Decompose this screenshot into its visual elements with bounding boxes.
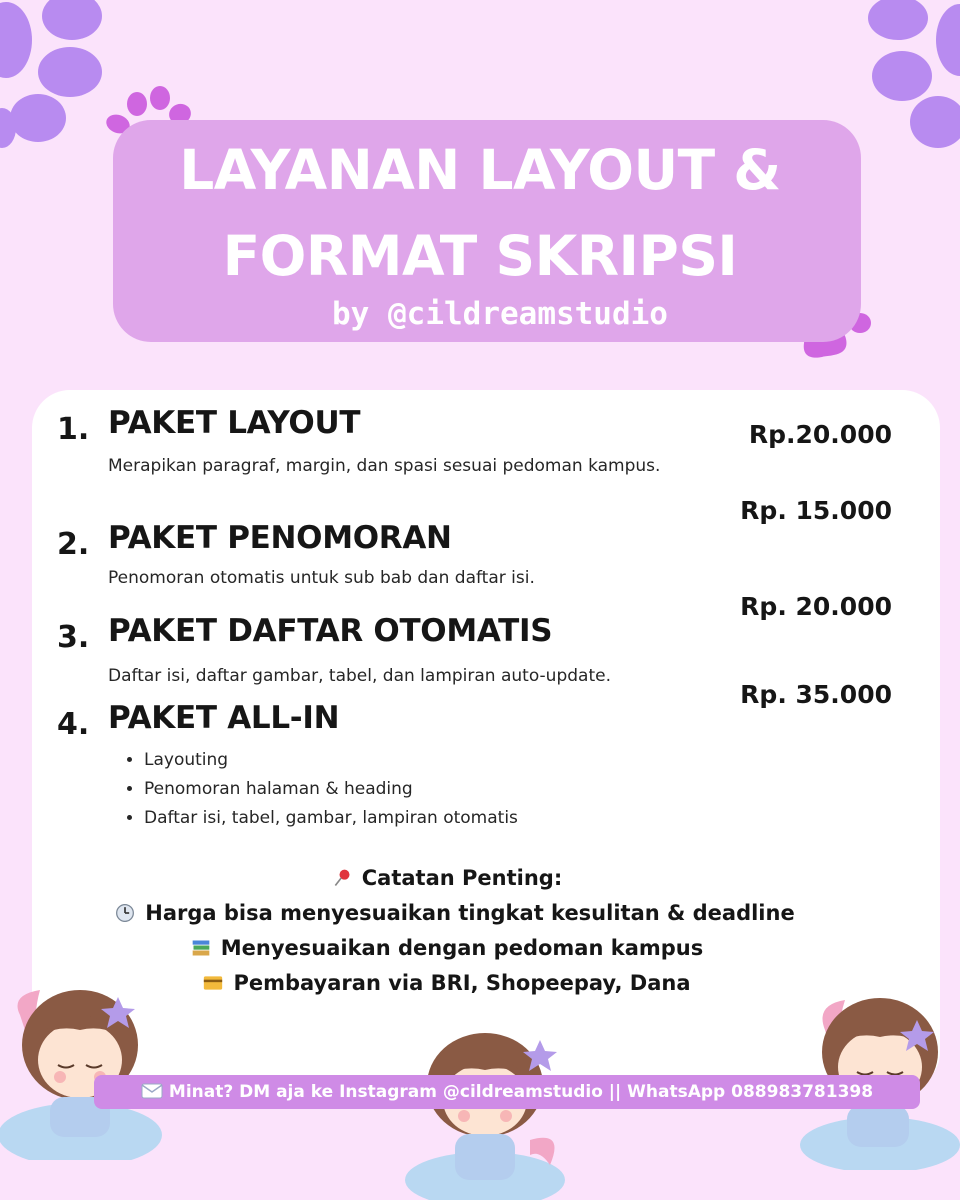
notes-heading [0, 866, 892, 890]
page-title-line-1: LAYANAN LAYOUT & [179, 138, 781, 202]
notes-heading-text: Catatan Penting: [361, 866, 563, 890]
package-title: PAKET ALL-IN [108, 700, 340, 736]
pushpin-icon [330, 868, 354, 888]
package-feature-list [120, 746, 518, 833]
paw-print-top-right-icon [860, 0, 960, 160]
paw-print-top-left-icon [0, 0, 110, 160]
clock-icon [113, 903, 137, 923]
package-number: 4. [57, 707, 90, 742]
books-icon [189, 938, 213, 958]
package-title: PAKET LAYOUT [108, 405, 361, 441]
note-text: Menyesuaikan dengan pedoman kampus [220, 936, 704, 960]
feature-item: • Penomoran halaman & heading [144, 775, 518, 804]
sleeping-girl-illustration-left [0, 985, 175, 1160]
credit-card-icon [201, 973, 225, 993]
package-title: PAKET PENOMORAN [108, 520, 452, 556]
feature-item: • Daftar isi, tabel, gambar, lampiran otomatis [144, 804, 518, 833]
package-price: Rp.20.000 [748, 420, 892, 449]
note-text: Pembayaran via BRI, Shopeepay, Dana [233, 971, 691, 995]
package-price: Rp. 15.000 [740, 496, 892, 525]
page-title-line-2: FORMAT SKRIPSI [222, 224, 738, 288]
package-price: Rp. 35.000 [740, 680, 892, 709]
feature-item: • Layouting [144, 746, 518, 775]
package-number: 2. [57, 527, 90, 562]
contact-banner[interactable] [94, 1075, 920, 1109]
package-title: PAKET DAFTAR OTOMATIS [108, 613, 553, 649]
package-description: Daftar isi, daftar gambar, tabel, dan lampiran auto-update. [108, 666, 611, 686]
note-item [8, 901, 900, 925]
byline: by @cildreamstudio [332, 296, 668, 332]
envelope-icon [141, 1083, 163, 1099]
package-price: Rp. 20.000 [740, 592, 892, 621]
package-description: Penomoran otomatis untuk sub bab dan daftar isi. [108, 568, 535, 588]
sleeping-girl-illustration-center [400, 1030, 575, 1200]
package-number: 3. [57, 620, 90, 655]
package-number: 1. [57, 412, 90, 447]
note-item [0, 936, 892, 960]
package-description: Merapikan paragraf, margin, dan spasi sesuai pedoman kampus. [108, 456, 661, 476]
note-text: Harga bisa menyesuaikan tingkat kesulitan & deadline [145, 901, 795, 925]
contact-text: Minat? DM aja ke Instagram @cildreamstudio || WhatsApp 088983781398 [168, 1082, 874, 1102]
